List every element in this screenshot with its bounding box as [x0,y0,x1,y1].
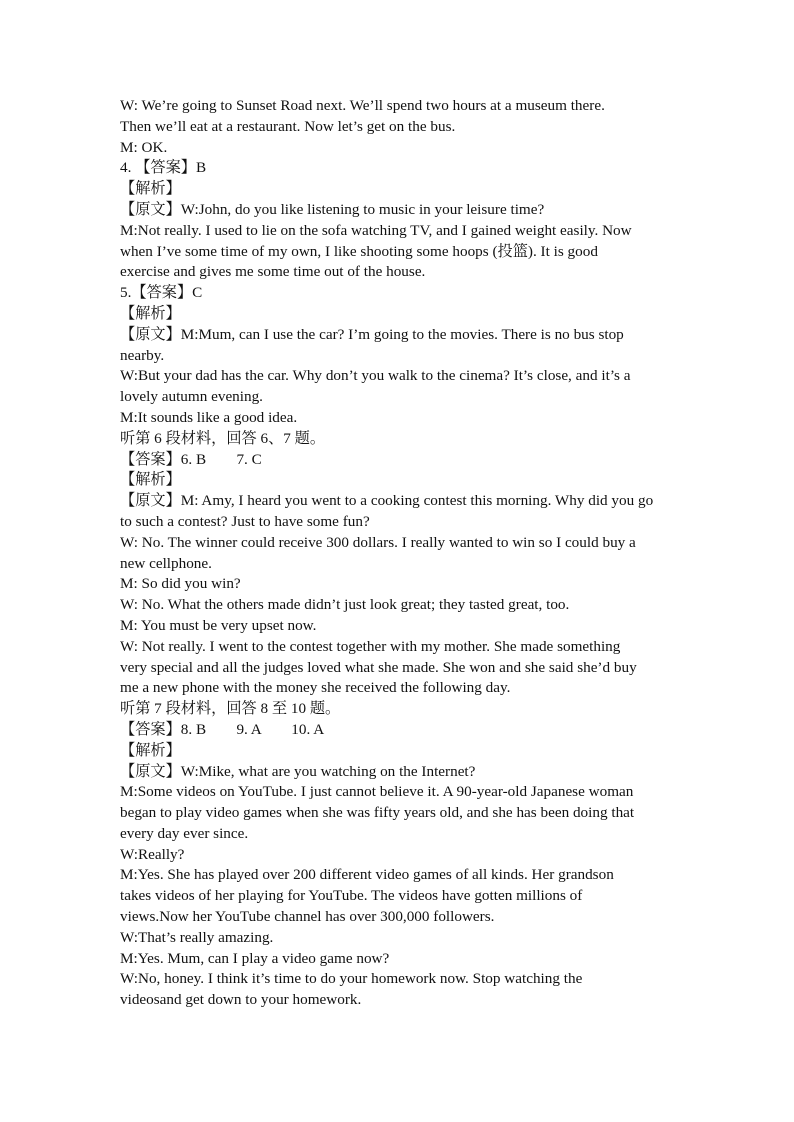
text-line: W:No, honey. I think it’s time to do your homework now. Stop watching the [120,970,583,988]
text-line: M:Some videos on YouTube. I just cannot believe it. A 90-year-old Japanese woman [120,783,634,801]
document-body [120,96,700,1011]
text-line: W: Not really. I went to the contest together with my mother. She made something [120,637,621,655]
text-line: exercise and gives me some time out of the house. [120,263,426,281]
text-line: when I’ve some time of my own, I like shooting some hoops (投篮). It is good [120,242,598,260]
text-line: videosand get down to your homework. [120,991,362,1009]
text-line: new cellphone. [120,554,212,572]
text-line: takes videos of her playing for YouTube. The videos have gotten millions of [120,887,583,905]
text-line: M:Yes. Mum, can I play a video game now? [120,949,390,967]
text-line: M:It sounds like a good idea. [120,408,298,426]
answer-line: 4. 【答案】B [120,159,207,177]
text-line: M:Yes. She has played over 200 different video games of all kinds. Her grandson [120,866,614,884]
transcript-line: 【原文】W:John, do you like listening to music in your leisure time? [120,200,545,218]
text-line: W: We’re going to Sunset Road next. We’ll spend two hours at a museum there. [120,97,605,114]
text-line: to such a contest? Just to have some fun? [120,512,370,530]
analysis-label: 【解析】 [120,741,181,759]
text-line: W: No. What the others made didn’t just look great; they tasted great, too. [120,596,570,614]
text-line: M: You must be very upset now. [120,616,317,634]
answer-line: 【答案】8. B 9. A 10. A [120,720,325,738]
text-line: began to play video games when she was fifty years old, and she has been doing that [120,804,635,822]
text-line: M:Not really. I used to lie on the sofa watching TV, and I gained weight easily. Now [120,221,632,239]
analysis-label: 【解析】 [120,471,181,489]
transcript-line: 【原文】W:Mike, what are you watching on the Internet? [120,762,476,780]
transcript-line: 【原文】M: Amy, I heard you went to a cooking contest this morning. Why did you go [120,492,654,510]
text-line: me a new phone with the money she received the following day. [120,679,511,697]
text-line: M: So did you win? [120,575,241,593]
answer-line: 5.【答案】C [120,284,203,302]
text-line: every day ever since. [120,824,249,842]
text-line: W:Really? [120,845,185,863]
section-heading: 听第 6 段材料，回答 6、7 题。 [120,429,326,447]
answer-line: 【答案】6. B 7. C [120,450,262,468]
text-line: W: No. The winner could receive 300 dollars. I really wanted to win so I could buy a [120,533,636,551]
section-heading: 听第 7 段材料，回答 8 至 10 题。 [120,700,341,718]
transcript-line: 【原文】M:Mum, can I use the car? I’m going to the movies. There is no bus stop [120,325,624,343]
text-line: very special and all the judges loved what she made. She won and she said she’d buy [120,658,637,676]
text-line: lovely autumn evening. [120,388,263,406]
text-line: nearby. [120,346,165,364]
text-line: W:That’s really amazing. [120,928,274,946]
text-line: M: OK. [120,138,168,156]
text-line: views.Now her YouTube channel has over 300,000 followers. [120,908,495,926]
analysis-label: 【解析】 [120,304,181,322]
analysis-label: 【解析】 [120,180,181,198]
text-line: W:But your dad has the car. Why don’t you walk to the cinema? It’s close, and it’s a [120,367,631,385]
text-line: Then we’ll eat at a restaurant. Now let’s get on the bus. [120,117,456,135]
